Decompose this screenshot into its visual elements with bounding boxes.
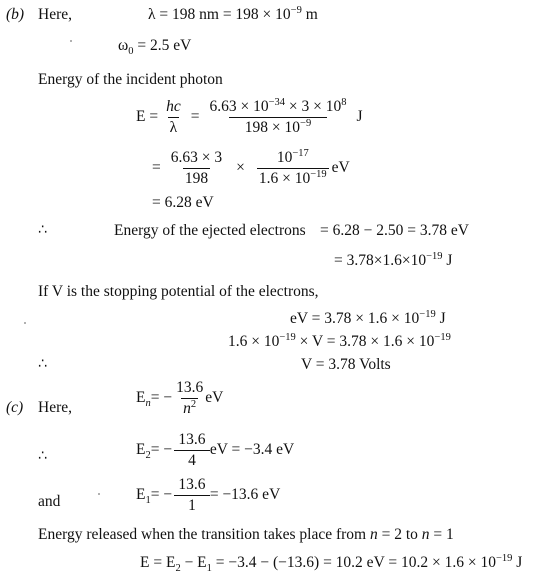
part-c-label: (c) — [6, 399, 24, 416]
step2-fraction-2: $\frac{10^{-17}}{1.6 \times 10^{-19}}$ — [258, 148, 327, 187]
photon-energy-equation: E = $\frac{hc}{\lambda}$ = $\frac{6.63 \times 10^{-34} \times 3 \times 10^8}{198 \times 10^{-9}}$ J — [136, 97, 363, 136]
en-fraction: $\frac{13.6}{n^2}$ — [176, 379, 204, 417]
hc-fraction: $\frac{hc}{\lambda}$ — [166, 98, 181, 136]
e1-fraction: $\frac{13.6}{1}$ — [174, 477, 210, 513]
numeric-fraction: $\frac{6.63 \times 10^{-34} \times 3 \times 10^8}{198 \times 10^{-9}}$ — [209, 97, 347, 136]
part-b-here: Here, — [38, 6, 72, 23]
ev-equation: eV = $3.78 \times 1.6 \times 10^{-19}$ J — [290, 309, 446, 327]
scan-speck — [98, 493, 100, 495]
wavelength-line: λ = 198 nm = $198 \times 10^{-9}$ m — [148, 5, 318, 23]
e2-formula: $E_2$ = − $\frac{13.6}{4}$ eV = −3.4 eV — [136, 431, 295, 469]
therefore-symbol-2: ∴ — [38, 356, 47, 372]
ejected-energy-joules: = $3.78\times 1.6\times 10^{-19}$ J — [334, 251, 453, 269]
photon-energy-step2: = $\frac{6.63 \times 3}{198}$ × $\frac{10^{-17}}{1.6 \times 10^{-19}}$ eV — [152, 148, 350, 187]
scan-speck — [70, 40, 72, 42]
work-function-line: $\omega_0 = 2.5$ eV — [118, 37, 192, 57]
final-energy-equation: $E = E_2 - E_1 = -3.4 - (-13.6) = 10.2$ eV = $10.2 \times 1.6 \times 10^{-19}$ J — [140, 553, 523, 574]
incident-heading: Energy of the incident photon — [38, 71, 223, 88]
e1-formula: $E_1$ = − $\frac{13.6}{1}$ = −13.6 eV — [136, 476, 281, 514]
photon-energy-result: = 6.28 eV — [152, 194, 214, 211]
ejected-energy-label: Energy of the ejected electrons — [114, 222, 306, 239]
transition-heading: Energy released when the transition takes place from n = 2 to n = 1 — [38, 526, 454, 543]
stopping-potential-heading: If V is the stopping potential of the electrons, — [38, 283, 319, 300]
en-formula: $E_n$ = − $\frac{13.6}{n^2}$ eV — [136, 379, 224, 417]
therefore-symbol-3: ∴ — [38, 448, 47, 464]
step2-fraction-1: $\frac{6.63 \times 3}{198}$ — [170, 149, 223, 187]
voltage-equation: $1.6 \times 10^{-19} \times V = 3.78 \times 1.6 \times 10^{-19}$ — [228, 332, 451, 350]
ejected-energy-value: = 6.28 − 2.50 = 3.78 eV — [320, 222, 469, 239]
part-c-here: Here, — [38, 399, 72, 416]
voltage-result: V = 3.78 Volts — [301, 356, 391, 373]
e2-fraction: $\frac{13.6}{4}$ — [174, 432, 210, 468]
and-label: and — [38, 493, 61, 510]
therefore-symbol-1: ∴ — [38, 222, 47, 238]
scan-speck — [24, 322, 26, 324]
part-b-label: (b) — [6, 6, 25, 23]
